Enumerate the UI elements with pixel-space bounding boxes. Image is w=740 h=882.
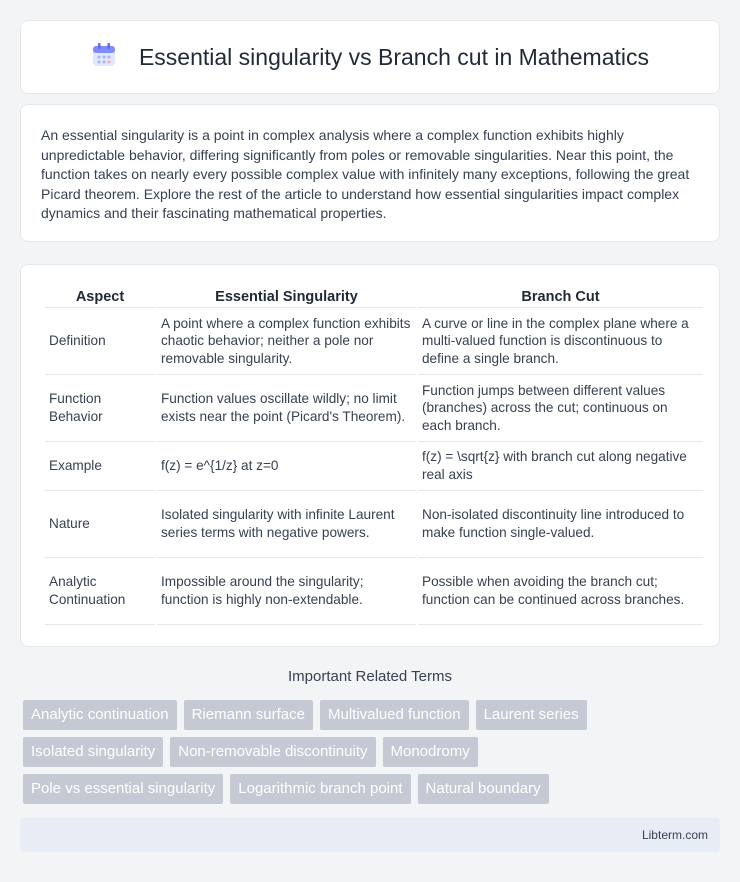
row-branch: Non-isolated discontinuity line introduced to make function single-valued. [418, 491, 703, 558]
table-header-row [45, 285, 703, 308]
tag-natural-boundary[interactable]: Natural boundary [418, 774, 549, 804]
calendar-icon [91, 42, 117, 73]
comparison-table [43, 285, 705, 625]
tag-multivalued-function[interactable]: Multivalued function [320, 700, 469, 730]
page-title: Essential singularity vs Branch cut in Mathematics [138, 43, 650, 70]
tag-row [23, 700, 723, 730]
table-row [45, 491, 703, 558]
tag-riemann-surface[interactable]: Riemann surface [184, 700, 313, 730]
row-aspect: Function Behavior [45, 375, 155, 442]
table-row [45, 558, 703, 625]
tag-laurent-series[interactable]: Laurent series [476, 700, 587, 730]
comparison-card [20, 264, 720, 647]
row-branch: Function jumps between different values (branches) across the cut; continuous on each branch. [418, 375, 703, 442]
row-essential: Impossible around the singularity; function is highly non-extendable. [157, 558, 416, 625]
row-aspect: Example [45, 442, 155, 491]
related-terms-title: Important Related Terms [288, 668, 452, 685]
row-branch: f(z) = \sqrt{z} with branch cut along negative real axis [418, 442, 703, 491]
header-branch-cut: Branch Cut [418, 285, 703, 308]
table-row [45, 308, 703, 375]
related-terms-tags [23, 700, 723, 811]
related-terms-section [20, 668, 720, 700]
row-essential: f(z) = e^{1/z} at z=0 [157, 442, 416, 491]
tag-monodromy[interactable]: Monodromy [383, 737, 478, 767]
header-essential-singularity: Essential Singularity [157, 285, 416, 308]
row-aspect: Nature [45, 491, 155, 558]
tag-analytic-continuation[interactable]: Analytic continuation [23, 700, 177, 730]
footer [20, 818, 720, 852]
intro-card [20, 104, 720, 242]
tag-isolated-singularity[interactable]: Isolated singularity [23, 737, 163, 767]
tag-non-removable-discontinuity[interactable]: Non-removable discontinuity [170, 737, 375, 767]
tag-pole-vs-essential-singularity[interactable]: Pole vs essential singularity [23, 774, 223, 804]
row-essential: Function values oscillate wildly; no limit exists near the point (Picard's Theorem). [157, 375, 416, 442]
header-card [20, 20, 720, 94]
row-essential: Isolated singularity with infinite Laurent series terms with negative powers. [157, 491, 416, 558]
table-row [45, 375, 703, 442]
row-essential: A point where a complex function exhibits chaotic behavior; neither a pole nor removable singularity. [157, 308, 416, 375]
intro-paragraph: An essential singularity is a point in complex analysis where a complex function exhibits highly unpredictable behavior, differing significantly from poles or removable singularities. Near this point, the function takes on nearly every possible complex value with infinitely many exceptions, following the great Picard theorem. Explore the rest of the article to understand how essential singularities impact complex dynamics and their fascinating mathematical properties. [41, 127, 690, 222]
row-aspect: Definition [45, 308, 155, 375]
row-branch: Possible when avoiding the branch cut; function can be continued across branches. [418, 558, 703, 625]
header-aspect: Aspect [45, 285, 155, 308]
tag-row [23, 737, 723, 767]
tag-logarithmic-branch-point[interactable]: Logarithmic branch point [230, 774, 410, 804]
table-row [45, 442, 703, 491]
tag-row [23, 774, 723, 804]
row-aspect: Analytic Continuation [45, 558, 155, 625]
row-branch: A curve or line in the complex plane where a multi-valued function is discontinuous to define a single branch. [418, 308, 703, 375]
footer-site-link[interactable]: Libterm.com [641, 828, 708, 842]
